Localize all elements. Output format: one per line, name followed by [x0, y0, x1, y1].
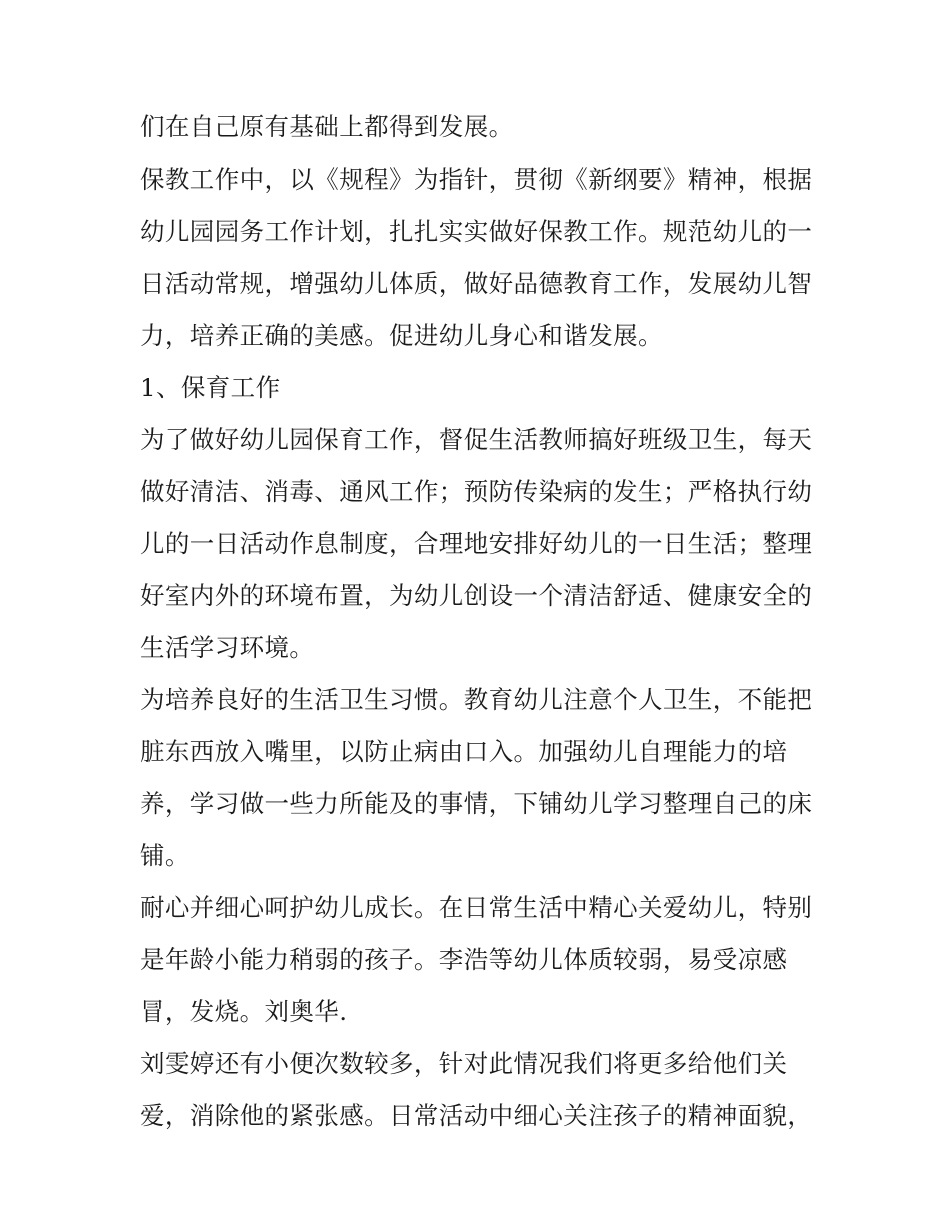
text-line: 养，学习做一些力所能及的事情，下铺幼儿学习整理自己的床	[140, 789, 813, 818]
text-line: 铺。	[140, 841, 190, 870]
text-line: 生活学习环境。	[140, 633, 315, 662]
section-heading: 1、保育工作	[140, 373, 281, 402]
text-line: 冒，发烧。刘奥华.	[140, 997, 348, 1026]
text-line: 保教工作中，以《规程》为指针，贯彻《新纲要》精神，根据	[140, 165, 813, 194]
text-line: 耐心并细心呵护幼儿成长。在日常生活中精心关爱幼儿，特别	[140, 893, 813, 922]
text-line: 好室内外的环境布置，为幼儿创设一个清洁舒适、健康安全的	[140, 581, 813, 610]
text-line: 脏东西放入嘴里，以防止病由口入。加强幼儿自理能力的培	[140, 737, 788, 766]
text-line: 力，培养正确的美感。促进幼儿身心和谐发展。	[140, 321, 663, 350]
text-line: 幼儿园园务工作计划，扎扎实实做好保教工作。规范幼儿的一	[140, 217, 813, 246]
text-line: 做好清洁、消毒、通风工作；预防传染病的发生；严格执行幼	[140, 477, 813, 506]
text-line: 们在自己原有基础上都得到发展。	[140, 112, 514, 141]
text-line: 刘雯婷还有小便次数较多，针对此情况我们将更多给他们关	[140, 1049, 788, 1078]
text-line: 儿的一日活动作息制度，合理地安排好幼儿的一日生活；整理	[140, 529, 813, 558]
text-line: 为培养良好的生活卫生习惯。教育幼儿注意个人卫生，不能把	[140, 685, 813, 714]
text-line: 为了做好幼儿园保育工作，督促生活教师搞好班级卫生，每天	[140, 425, 813, 454]
text-line: 是年龄小能力稍弱的孩子。李浩等幼儿体质较弱，易受凉感	[140, 945, 788, 974]
text-line: 爱，消除他的紧张感。日常活动中细心关注孩子的精神面貌，	[140, 1101, 813, 1130]
text-line: 日活动常规，增强幼儿体质，做好品德教育工作，发展幼儿智	[140, 269, 813, 298]
